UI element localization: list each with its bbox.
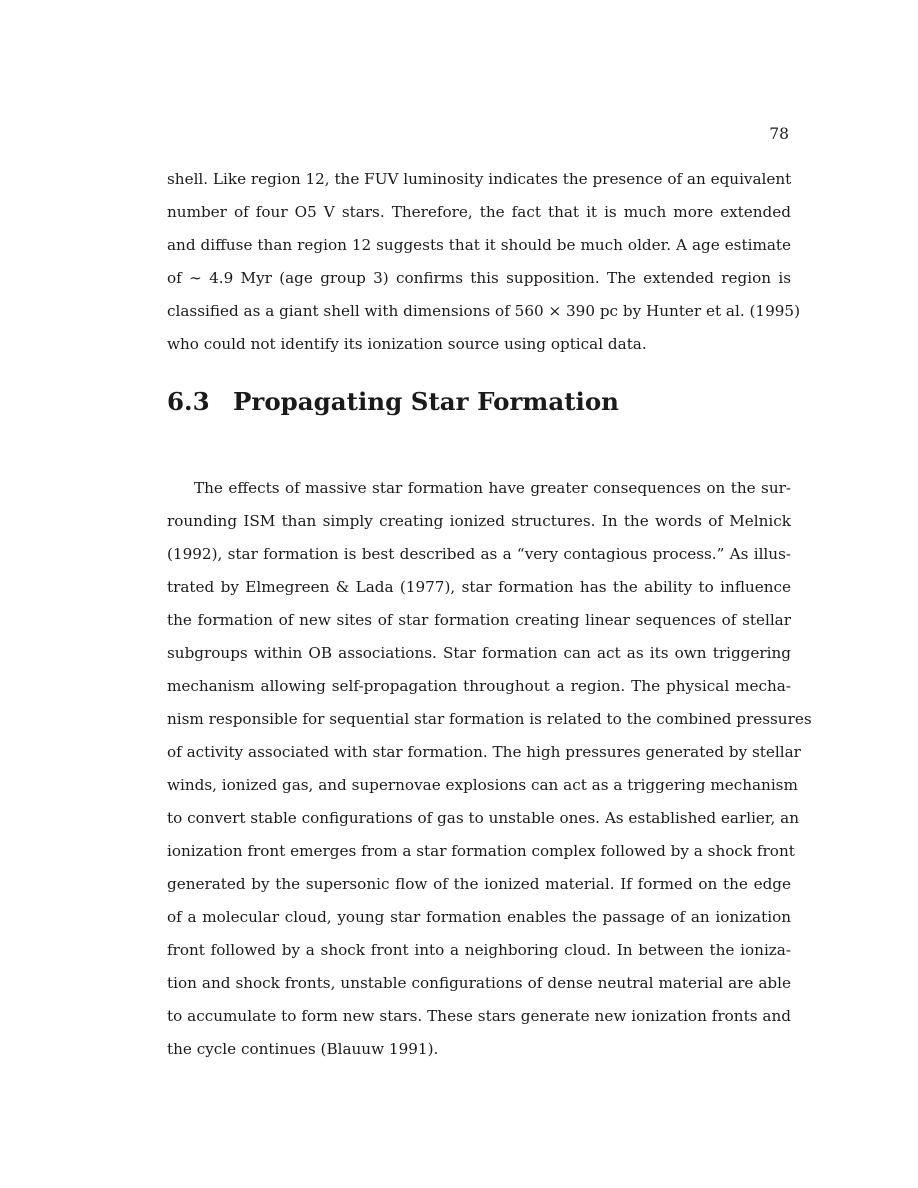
paragraph-propagating-star-formation: [167, 472, 812, 1066]
paragraph-shell-region: [167, 163, 800, 361]
paragraph-line: trated by Elmegreen & Lada (1977), star formation has the ability to influence: [167, 578, 791, 596]
paragraph-line: nism responsible for sequential star formation is related to the combined pressures: [167, 710, 812, 728]
paragraph-line: winds, ionized gas, and supernovae explosions can act as a triggering mechanism: [167, 776, 798, 794]
page-number: 78: [769, 125, 789, 143]
paragraph-line: of a molecular cloud, young star formation enables the passage of an ionization: [167, 908, 791, 926]
paragraph-line: the formation of new sites of star formation creating linear sequences of stellar: [167, 611, 791, 629]
paragraph-line: who could not identify its ionization source using optical data.: [167, 335, 647, 353]
paragraph-line: generated by the supersonic flow of the ionized material. If formed on the edge: [167, 875, 791, 893]
paragraph-line: of ∼ 4.9 Myr (age group 3) confirms this supposition. The extended region is: [167, 269, 791, 287]
paragraph-line: The effects of massive star formation have greater consequences on the sur-: [194, 479, 791, 497]
paragraph-line: to accumulate to form new stars. These stars generate new ionization fronts and: [167, 1007, 791, 1025]
paragraph-line: classified as a giant shell with dimensions of 560 × 390 pc by Hunter et al. (1995): [167, 302, 800, 320]
section-number: 6.3: [167, 387, 210, 416]
paragraph-line: of activity associated with star formation. The high pressures generated by stellar: [167, 743, 801, 761]
paragraph-line: the cycle continues (Blauuw 1991).: [167, 1040, 439, 1058]
paragraph-line: shell. Like region 12, the FUV luminosity indicates the presence of an equivalent: [167, 170, 792, 188]
paragraph-line: front followed by a shock front into a neighboring cloud. In between the ioniza-: [167, 941, 791, 959]
section-title: Propagating Star Formation: [233, 387, 619, 416]
paragraph-line: subgroups within OB associations. Star formation can act as its own triggering: [167, 644, 791, 662]
paragraph-line: rounding ISM than simply creating ionized structures. In the words of Melnick: [167, 512, 791, 530]
paragraph-line: and diffuse than region 12 suggests that it should be much older. A age estimate: [167, 236, 791, 254]
paragraph-line: number of four O5 V stars. Therefore, the fact that it is much more extended: [167, 203, 791, 221]
paragraph-line: ionization front emerges from a star formation complex followed by a shock front: [167, 842, 795, 860]
paragraph-line: to convert stable configurations of gas to unstable ones. As established earlier, an: [167, 809, 800, 827]
paragraph-line: mechanism allowing self-propagation throughout a region. The physical mecha-: [167, 677, 791, 695]
paragraph-line: (1992), star formation is best described as a “very contagious process.” As illus-: [167, 545, 791, 563]
paragraph-line: tion and shock fronts, unstable configurations of dense neutral material are able: [167, 974, 791, 992]
section-heading: [167, 382, 619, 422]
